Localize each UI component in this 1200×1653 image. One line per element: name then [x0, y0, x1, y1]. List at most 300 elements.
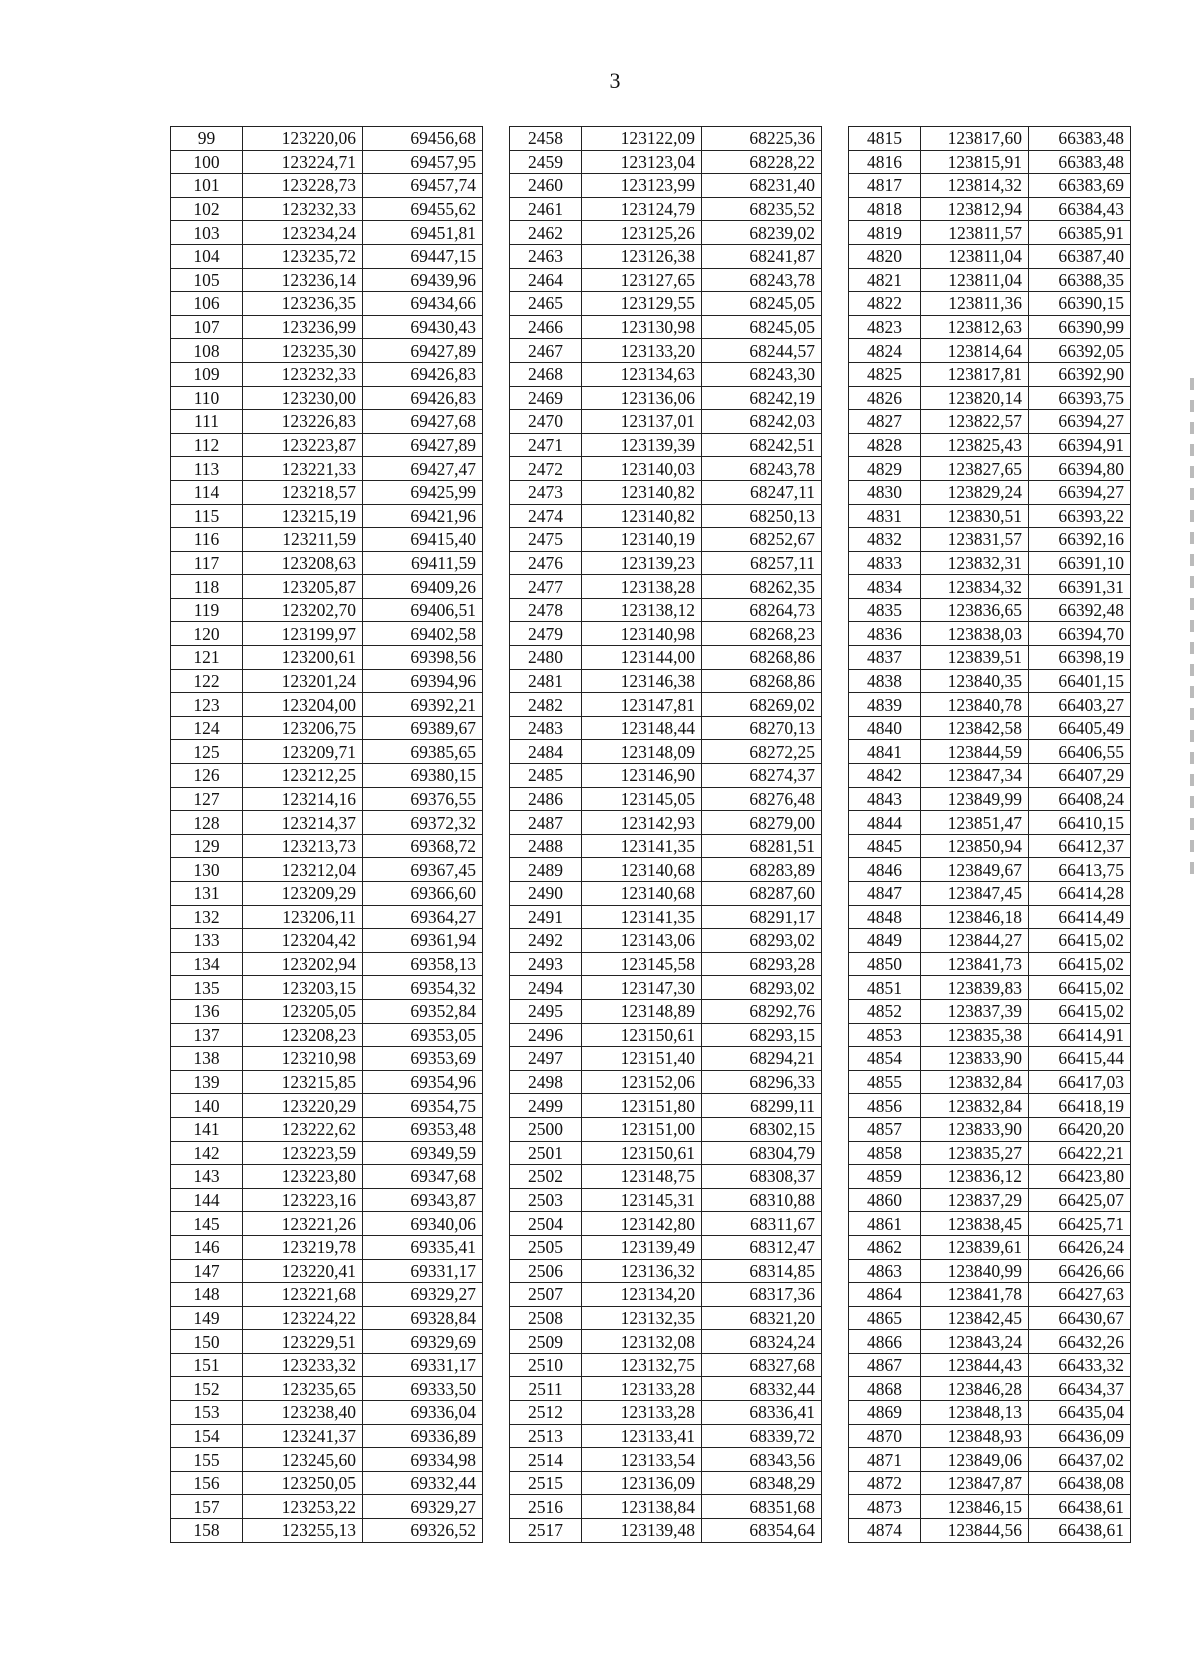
y-coordinate-2: 68264,73: [702, 598, 822, 622]
y-coordinate-1: 69331,17: [363, 1353, 483, 1377]
table-row: [171, 480, 1131, 504]
column-spacer: [483, 622, 510, 646]
point-number-1: 157: [171, 1495, 243, 1519]
y-coordinate-3: 66437,02: [1029, 1448, 1131, 1472]
point-number-3: 4829: [849, 457, 921, 481]
point-number-2: 2516: [510, 1495, 582, 1519]
point-number-2: 2462: [510, 221, 582, 245]
column-spacer: [483, 1212, 510, 1236]
column-spacer: [483, 433, 510, 457]
column-spacer: [483, 504, 510, 528]
column-spacer: [822, 386, 849, 410]
column-spacer: [822, 1471, 849, 1495]
x-coordinate-1: 123224,22: [243, 1306, 363, 1330]
x-coordinate-3: 123838,45: [921, 1212, 1029, 1236]
x-coordinate-3: 123814,64: [921, 339, 1029, 363]
table-row: [171, 221, 1131, 245]
y-coordinate-3: 66414,49: [1029, 905, 1131, 929]
point-number-2: 2464: [510, 268, 582, 292]
y-coordinate-2: 68312,47: [702, 1235, 822, 1259]
point-number-2: 2494: [510, 976, 582, 1000]
x-coordinate-2: 123138,84: [582, 1495, 702, 1519]
y-coordinate-2: 68252,67: [702, 528, 822, 552]
x-coordinate-2: 123140,82: [582, 504, 702, 528]
x-coordinate-2: 123150,61: [582, 1023, 702, 1047]
point-number-2: 2466: [510, 315, 582, 339]
column-spacer: [483, 221, 510, 245]
point-number-2: 2495: [510, 999, 582, 1023]
table-row: [171, 1424, 1131, 1448]
scan-edge-mark: [1190, 378, 1194, 878]
y-coordinate-2: 68242,51: [702, 433, 822, 457]
y-coordinate-1: 69354,32: [363, 976, 483, 1000]
point-number-2: 2499: [510, 1094, 582, 1118]
column-spacer: [822, 1259, 849, 1283]
column-spacer: [822, 858, 849, 882]
y-coordinate-2: 68302,15: [702, 1117, 822, 1141]
x-coordinate-3: 123847,87: [921, 1471, 1029, 1495]
y-coordinate-1: 69353,05: [363, 1023, 483, 1047]
column-spacer: [483, 834, 510, 858]
x-coordinate-2: 123138,28: [582, 575, 702, 599]
column-spacer: [822, 1235, 849, 1259]
point-number-3: 4849: [849, 929, 921, 953]
y-coordinate-1: 69336,89: [363, 1424, 483, 1448]
x-coordinate-3: 123833,90: [921, 1117, 1029, 1141]
point-number-3: 4839: [849, 693, 921, 717]
x-coordinate-2: 123138,12: [582, 598, 702, 622]
y-coordinate-3: 66412,37: [1029, 834, 1131, 858]
y-coordinate-1: 69457,95: [363, 150, 483, 174]
y-coordinate-3: 66415,02: [1029, 929, 1131, 953]
column-spacer: [822, 1306, 849, 1330]
x-coordinate-1: 123229,51: [243, 1330, 363, 1354]
point-number-2: 2493: [510, 952, 582, 976]
y-coordinate-2: 68245,05: [702, 315, 822, 339]
y-coordinate-1: 69402,58: [363, 622, 483, 646]
point-number-2: 2504: [510, 1212, 582, 1236]
column-spacer: [483, 268, 510, 292]
point-number-2: 2488: [510, 834, 582, 858]
column-spacer: [483, 150, 510, 174]
point-number-2: 2498: [510, 1070, 582, 1094]
column-spacer: [483, 575, 510, 599]
point-number-1: 137: [171, 1023, 243, 1047]
x-coordinate-2: 123127,65: [582, 268, 702, 292]
y-coordinate-1: 69326,52: [363, 1519, 483, 1543]
column-spacer: [483, 952, 510, 976]
x-coordinate-2: 123122,09: [582, 127, 702, 151]
y-coordinate-3: 66387,40: [1029, 244, 1131, 268]
column-spacer: [822, 905, 849, 929]
x-coordinate-3: 123820,14: [921, 386, 1029, 410]
point-number-1: 127: [171, 787, 243, 811]
y-coordinate-2: 68348,29: [702, 1471, 822, 1495]
y-coordinate-2: 68296,33: [702, 1070, 822, 1094]
point-number-1: 101: [171, 174, 243, 198]
table-row: [171, 598, 1131, 622]
column-spacer: [822, 1188, 849, 1212]
column-spacer: [483, 1306, 510, 1330]
y-coordinate-2: 68262,35: [702, 575, 822, 599]
y-coordinate-2: 68239,02: [702, 221, 822, 245]
point-number-2: 2482: [510, 693, 582, 717]
column-spacer: [822, 1141, 849, 1165]
table-row: [171, 952, 1131, 976]
y-coordinate-3: 66392,16: [1029, 528, 1131, 552]
point-number-2: 2496: [510, 1023, 582, 1047]
column-spacer: [483, 929, 510, 953]
point-number-1: 123: [171, 693, 243, 717]
y-coordinate-2: 68287,60: [702, 882, 822, 906]
y-coordinate-3: 66430,67: [1029, 1306, 1131, 1330]
x-coordinate-2: 123136,06: [582, 386, 702, 410]
y-coordinate-2: 68283,89: [702, 858, 822, 882]
point-number-3: 4821: [849, 268, 921, 292]
column-spacer: [483, 339, 510, 363]
y-coordinate-3: 66438,08: [1029, 1471, 1131, 1495]
point-number-3: 4831: [849, 504, 921, 528]
point-number-1: 144: [171, 1188, 243, 1212]
table-row: [171, 1495, 1131, 1519]
x-coordinate-1: 123214,37: [243, 811, 363, 835]
x-coordinate-2: 123139,39: [582, 433, 702, 457]
x-coordinate-1: 123223,16: [243, 1188, 363, 1212]
point-number-1: 136: [171, 999, 243, 1023]
table-row: [171, 1283, 1131, 1307]
x-coordinate-1: 123241,37: [243, 1424, 363, 1448]
y-coordinate-3: 66426,24: [1029, 1235, 1131, 1259]
point-number-3: 4851: [849, 976, 921, 1000]
x-coordinate-2: 123133,20: [582, 339, 702, 363]
column-spacer: [822, 339, 849, 363]
x-coordinate-1: 123253,22: [243, 1495, 363, 1519]
point-number-2: 2510: [510, 1353, 582, 1377]
column-spacer: [483, 1235, 510, 1259]
point-number-3: 4850: [849, 952, 921, 976]
column-spacer: [483, 1519, 510, 1543]
point-number-3: 4872: [849, 1471, 921, 1495]
point-number-1: 150: [171, 1330, 243, 1354]
y-coordinate-2: 68304,79: [702, 1141, 822, 1165]
x-coordinate-2: 123142,93: [582, 811, 702, 835]
column-spacer: [483, 1353, 510, 1377]
x-coordinate-2: 123132,35: [582, 1306, 702, 1330]
y-coordinate-3: 66426,66: [1029, 1259, 1131, 1283]
table-row: [171, 882, 1131, 906]
point-number-1: 111: [171, 410, 243, 434]
x-coordinate-3: 123851,47: [921, 811, 1029, 835]
point-number-1: 129: [171, 834, 243, 858]
point-number-1: 151: [171, 1353, 243, 1377]
y-coordinate-2: 68269,02: [702, 693, 822, 717]
column-spacer: [822, 669, 849, 693]
x-coordinate-2: 123144,00: [582, 646, 702, 670]
x-coordinate-1: 123255,13: [243, 1519, 363, 1543]
x-coordinate-3: 123811,04: [921, 244, 1029, 268]
x-coordinate-1: 123220,29: [243, 1094, 363, 1118]
x-coordinate-3: 123841,78: [921, 1283, 1029, 1307]
x-coordinate-2: 123148,89: [582, 999, 702, 1023]
point-number-3: 4835: [849, 598, 921, 622]
point-number-3: 4816: [849, 150, 921, 174]
x-coordinate-3: 123831,57: [921, 528, 1029, 552]
y-coordinate-2: 68293,15: [702, 1023, 822, 1047]
y-coordinate-1: 69358,13: [363, 952, 483, 976]
y-coordinate-1: 69421,96: [363, 504, 483, 528]
point-number-3: 4843: [849, 787, 921, 811]
x-coordinate-3: 123844,59: [921, 740, 1029, 764]
column-spacer: [483, 551, 510, 575]
x-coordinate-2: 123148,09: [582, 740, 702, 764]
x-coordinate-2: 123132,75: [582, 1353, 702, 1377]
table-row: [171, 433, 1131, 457]
point-number-1: 113: [171, 457, 243, 481]
point-number-2: 2506: [510, 1259, 582, 1283]
point-number-2: 2460: [510, 174, 582, 198]
x-coordinate-2: 123152,06: [582, 1070, 702, 1094]
point-number-3: 4818: [849, 197, 921, 221]
y-coordinate-1: 69332,44: [363, 1471, 483, 1495]
x-coordinate-2: 123133,28: [582, 1377, 702, 1401]
x-coordinate-1: 123235,65: [243, 1377, 363, 1401]
y-coordinate-1: 69451,81: [363, 221, 483, 245]
y-coordinate-3: 66425,07: [1029, 1188, 1131, 1212]
x-coordinate-3: 123837,29: [921, 1188, 1029, 1212]
point-number-3: 4823: [849, 315, 921, 339]
y-coordinate-2: 68327,68: [702, 1353, 822, 1377]
point-number-1: 139: [171, 1070, 243, 1094]
x-coordinate-2: 123148,75: [582, 1165, 702, 1189]
point-number-3: 4844: [849, 811, 921, 835]
point-number-3: 4866: [849, 1330, 921, 1354]
point-number-2: 2502: [510, 1165, 582, 1189]
x-coordinate-1: 123232,33: [243, 362, 363, 386]
y-coordinate-2: 68268,86: [702, 646, 822, 670]
point-number-1: 126: [171, 764, 243, 788]
point-number-3: 4832: [849, 528, 921, 552]
column-spacer: [822, 551, 849, 575]
x-coordinate-2: 123148,44: [582, 716, 702, 740]
x-coordinate-1: 123222,62: [243, 1117, 363, 1141]
coordinates-table: [170, 126, 1131, 1543]
x-coordinate-2: 123137,01: [582, 410, 702, 434]
point-number-1: 131: [171, 882, 243, 906]
x-coordinate-3: 123835,38: [921, 1023, 1029, 1047]
y-coordinate-2: 68354,64: [702, 1519, 822, 1543]
table-row: [171, 244, 1131, 268]
point-number-3: 4873: [849, 1495, 921, 1519]
point-number-1: 143: [171, 1165, 243, 1189]
y-coordinate-1: 69354,75: [363, 1094, 483, 1118]
point-number-3: 4838: [849, 669, 921, 693]
x-coordinate-3: 123849,99: [921, 787, 1029, 811]
point-number-1: 130: [171, 858, 243, 882]
x-coordinate-2: 123141,35: [582, 905, 702, 929]
point-number-1: 119: [171, 598, 243, 622]
column-spacer: [822, 433, 849, 457]
column-spacer: [483, 693, 510, 717]
y-coordinate-2: 68272,25: [702, 740, 822, 764]
point-number-1: 110: [171, 386, 243, 410]
x-coordinate-1: 123236,14: [243, 268, 363, 292]
column-spacer: [822, 716, 849, 740]
column-spacer: [822, 1353, 849, 1377]
x-coordinate-3: 123837,39: [921, 999, 1029, 1023]
point-number-1: 109: [171, 362, 243, 386]
column-spacer: [483, 646, 510, 670]
x-coordinate-2: 123150,61: [582, 1141, 702, 1165]
x-coordinate-1: 123215,19: [243, 504, 363, 528]
y-coordinate-2: 68293,02: [702, 929, 822, 953]
y-coordinate-1: 69331,17: [363, 1259, 483, 1283]
column-spacer: [483, 1495, 510, 1519]
x-coordinate-3: 123817,81: [921, 362, 1029, 386]
y-coordinate-2: 68351,68: [702, 1495, 822, 1519]
point-number-2: 2461: [510, 197, 582, 221]
column-spacer: [822, 1047, 849, 1071]
x-coordinate-1: 123234,24: [243, 221, 363, 245]
column-spacer: [483, 292, 510, 316]
x-coordinate-2: 123140,82: [582, 480, 702, 504]
y-coordinate-3: 66413,75: [1029, 858, 1131, 882]
point-number-3: 4871: [849, 1448, 921, 1472]
y-coordinate-3: 66388,35: [1029, 268, 1131, 292]
y-coordinate-1: 69411,59: [363, 551, 483, 575]
column-spacer: [822, 598, 849, 622]
point-number-2: 2512: [510, 1401, 582, 1425]
x-coordinate-1: 123200,61: [243, 646, 363, 670]
column-spacer: [483, 1188, 510, 1212]
column-spacer: [822, 787, 849, 811]
x-coordinate-1: 123210,98: [243, 1047, 363, 1071]
x-coordinate-3: 123846,15: [921, 1495, 1029, 1519]
column-spacer: [483, 740, 510, 764]
point-number-2: 2491: [510, 905, 582, 929]
x-coordinate-1: 123220,41: [243, 1259, 363, 1283]
x-coordinate-3: 123811,57: [921, 221, 1029, 245]
x-coordinate-1: 123221,26: [243, 1212, 363, 1236]
x-coordinate-3: 123849,06: [921, 1448, 1029, 1472]
column-spacer: [822, 1212, 849, 1236]
point-number-3: 4815: [849, 127, 921, 151]
x-coordinate-1: 123204,00: [243, 693, 363, 717]
point-number-3: 4824: [849, 339, 921, 363]
x-coordinate-1: 123212,04: [243, 858, 363, 882]
x-coordinate-3: 123825,43: [921, 433, 1029, 457]
y-coordinate-2: 68332,44: [702, 1377, 822, 1401]
x-coordinate-1: 123204,42: [243, 929, 363, 953]
column-spacer: [483, 1377, 510, 1401]
point-number-1: 125: [171, 740, 243, 764]
y-coordinate-3: 66415,02: [1029, 976, 1131, 1000]
table-row: [171, 1047, 1131, 1071]
x-coordinate-2: 123146,38: [582, 669, 702, 693]
column-spacer: [822, 292, 849, 316]
y-coordinate-1: 69439,96: [363, 268, 483, 292]
y-coordinate-3: 66394,91: [1029, 433, 1131, 457]
point-number-2: 2474: [510, 504, 582, 528]
x-coordinate-3: 123815,91: [921, 150, 1029, 174]
y-coordinate-1: 69349,59: [363, 1141, 483, 1165]
table-row: [171, 929, 1131, 953]
point-number-1: 132: [171, 905, 243, 929]
y-coordinate-2: 68321,20: [702, 1306, 822, 1330]
column-spacer: [483, 1070, 510, 1094]
x-coordinate-3: 123832,84: [921, 1094, 1029, 1118]
y-coordinate-1: 69457,74: [363, 174, 483, 198]
y-coordinate-2: 68343,56: [702, 1448, 822, 1472]
x-coordinate-3: 123817,60: [921, 127, 1029, 151]
table-row: [171, 1188, 1131, 1212]
column-spacer: [822, 929, 849, 953]
column-spacer: [822, 410, 849, 434]
x-coordinate-1: 123215,85: [243, 1070, 363, 1094]
y-coordinate-1: 69353,48: [363, 1117, 483, 1141]
table-row: [171, 646, 1131, 670]
point-number-3: 4827: [849, 410, 921, 434]
y-coordinate-1: 69340,06: [363, 1212, 483, 1236]
column-spacer: [483, 528, 510, 552]
column-spacer: [822, 1070, 849, 1094]
table-row: [171, 197, 1131, 221]
y-coordinate-2: 68311,67: [702, 1212, 822, 1236]
x-coordinate-1: 123214,16: [243, 787, 363, 811]
x-coordinate-3: 123836,12: [921, 1165, 1029, 1189]
point-number-1: 146: [171, 1235, 243, 1259]
x-coordinate-1: 123209,29: [243, 882, 363, 906]
x-coordinate-3: 123840,99: [921, 1259, 1029, 1283]
y-coordinate-2: 68225,36: [702, 127, 822, 151]
y-coordinate-1: 69336,04: [363, 1401, 483, 1425]
point-number-2: 2468: [510, 362, 582, 386]
point-number-3: 4862: [849, 1235, 921, 1259]
point-number-1: 142: [171, 1141, 243, 1165]
point-number-3: 4846: [849, 858, 921, 882]
table-row: [171, 976, 1131, 1000]
table-row: [171, 1353, 1131, 1377]
point-number-3: 4859: [849, 1165, 921, 1189]
point-number-1: 116: [171, 528, 243, 552]
table-row: [171, 693, 1131, 717]
y-coordinate-2: 68324,24: [702, 1330, 822, 1354]
point-number-3: 4828: [849, 433, 921, 457]
y-coordinate-3: 66407,29: [1029, 764, 1131, 788]
y-coordinate-3: 66394,27: [1029, 410, 1131, 434]
y-coordinate-3: 66410,15: [1029, 811, 1131, 835]
x-coordinate-1: 123206,11: [243, 905, 363, 929]
point-number-2: 2469: [510, 386, 582, 410]
point-number-1: 133: [171, 929, 243, 953]
point-number-3: 4847: [849, 882, 921, 906]
column-spacer: [483, 127, 510, 151]
point-number-2: 2481: [510, 669, 582, 693]
point-number-3: 4865: [849, 1306, 921, 1330]
point-number-2: 2511: [510, 1377, 582, 1401]
y-coordinate-3: 66383,48: [1029, 127, 1131, 151]
column-spacer: [483, 1471, 510, 1495]
x-coordinate-3: 123812,94: [921, 197, 1029, 221]
x-coordinate-3: 123834,32: [921, 575, 1029, 599]
x-coordinate-3: 123839,51: [921, 646, 1029, 670]
table-row: [171, 905, 1131, 929]
x-coordinate-3: 123839,83: [921, 976, 1029, 1000]
y-coordinate-1: 69361,94: [363, 929, 483, 953]
column-spacer: [483, 1401, 510, 1425]
table-row: [171, 858, 1131, 882]
column-spacer: [483, 716, 510, 740]
point-number-1: 104: [171, 244, 243, 268]
